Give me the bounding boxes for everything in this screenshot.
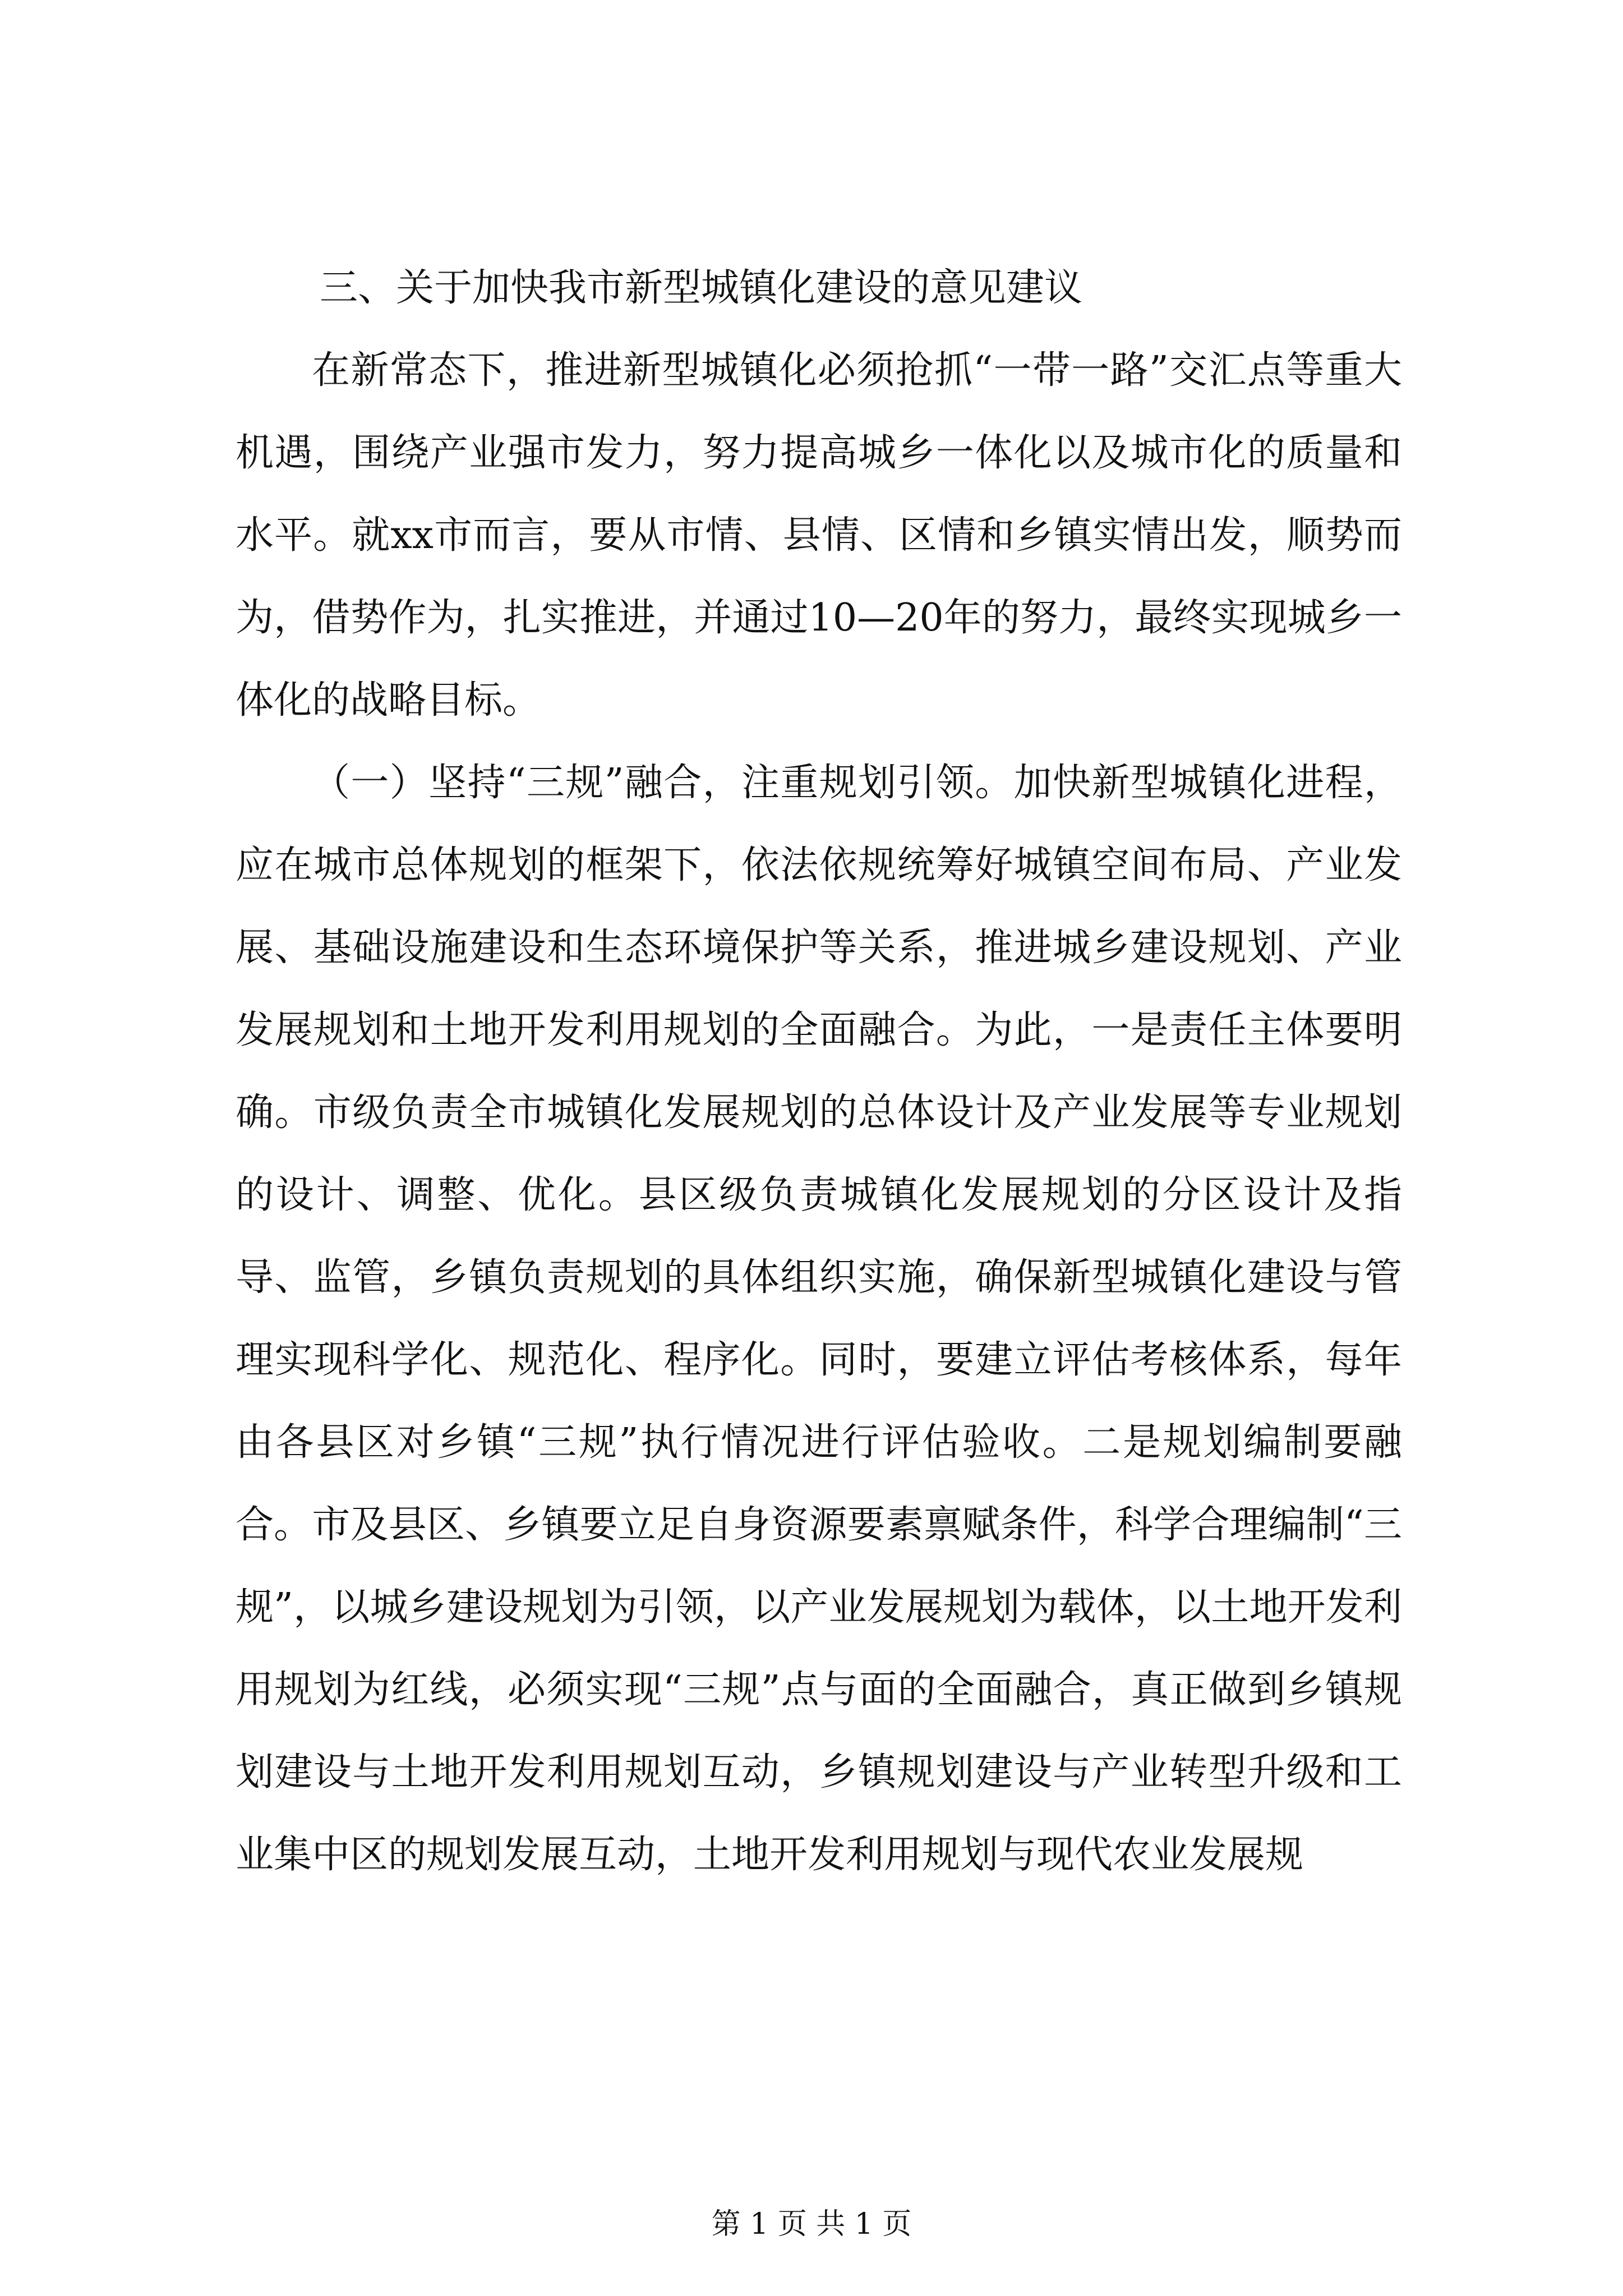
- paragraph-intro: 在新常态下，推进新型城镇化必须抢抓“一带一路”交汇点等重大机遇，围绕产业强市发力，努力提高城乡一体化以及城市化的质量和水平。就xx市而言，要从市情、县情、区情和乡镇实情出发，顺势而为，借势作为，扎实推进，并通过10—20年的努力，最终实现城乡一体化的战略目标。: [236, 348, 1402, 723]
- section-heading: 三、关于加快我市新型城镇化建设的意见建议: [320, 266, 1083, 310]
- page-footer: 第 1 页 共 1 页: [711, 2207, 912, 2241]
- paragraph-planning: （一）坚持“三规”融合，注重规划引领。加快新型城镇化进程，应在城市总体规划的框架下，依法依规统筹好城镇空间布局、产业发展、基础设施建设和生态环境保护等关系，推进城乡建设规划、产业发展规划和土地开发利用规划的全面融合。为此，一是责任主体要明确。市级负责全市城镇化发展规划的总体设计及产业发展等专业规划的设计、调整、优化。县区级负责城镇化发展规划的分区设计及指导、监管，乡镇负责规划的具体组织实施，确保新型城镇化建设与管理实现科学化、规范化、程序化。同时，要建立评估考核体系，每年由各县区对乡镇“三规”执行情况进行评估验收。二是规划编制要融合。市及县区、乡镇要立足自身资源要素禀赋条件，科学合理编制“三规”，以城乡建设规划为引领，以产业发展规划为载体，以土地开发利用规划为红线，必须实现“三规”点与面的全面融合，真正做到乡镇规划建设与土地开发利用规划互动，乡镇规划建设与产业转型升级和工业集中区的规划发展互动，土地开发利用规划与现代农业发展规: [236, 761, 1402, 1877]
- document-body: [236, 247, 1402, 1896]
